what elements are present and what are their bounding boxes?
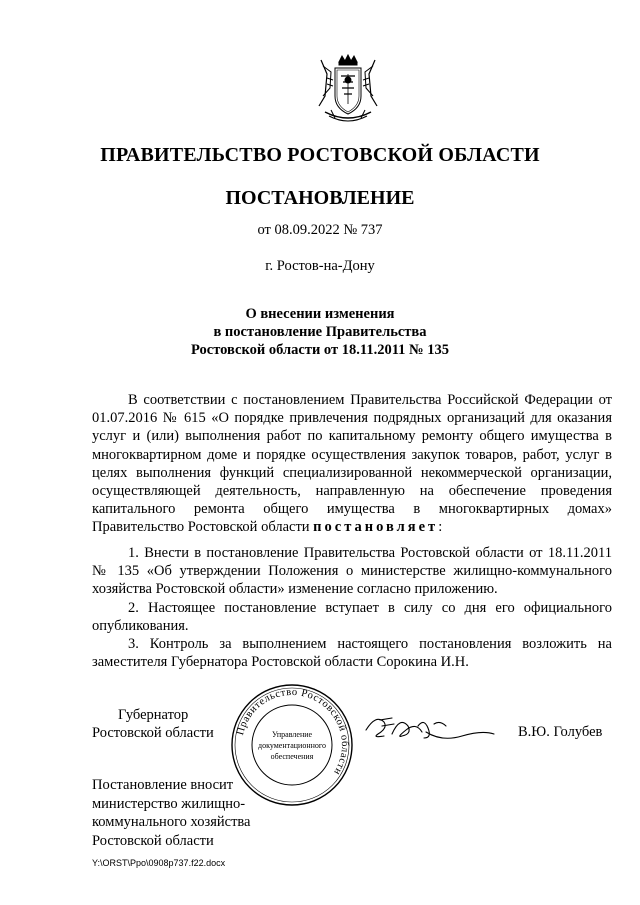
- document-subject: [0, 305, 640, 359]
- stamp-inner-text: документационного: [258, 741, 326, 750]
- decree-item: 3. Контроль за выполнением настоящего постановления возложить на заместителя Губернатора Ростовской области Сорокина И.Н.: [92, 636, 612, 671]
- signer-name: В.Ю. Голубев: [518, 724, 603, 740]
- stamp-inner-text: Управление: [271, 730, 313, 739]
- document-city: г. Ростов-на-Дону: [265, 258, 375, 274]
- preamble-text: В соответствии с постановлением Правительства Российской Федерации от 01.07.2016 № 615 «О порядке привлечения подрядных организаций для оказания услуг и (или) выполнения работ по капитальному ремонту общего имущества в многоквартирном доме и порядке осуществления закупок товаров, работ, услуг в целях выполнения функций специализированной некоммерческой организации, осуществляющей деятельность, направленную на обеспечение проведения капитального ремонта общего имущества в многоквартирных домах» Правительство Ростовской области: [92, 392, 612, 536]
- decree-item: 2. Настоящее постановление вступает в силу со дня его официального опубликования.: [92, 599, 612, 634]
- preamble-decree-word: постановляет: [313, 519, 439, 536]
- rostov-oblast-coat-of-arms-icon: [315, 52, 381, 126]
- stamp-inner-text: обеспечения: [270, 752, 314, 761]
- document-date-number: от 08.09.2022 № 737: [257, 222, 383, 238]
- signer-position-line: Ростовской области: [92, 725, 214, 741]
- submitted-by: [92, 776, 262, 850]
- decree-items: [92, 544, 612, 671]
- preamble-end: :: [438, 519, 443, 536]
- decree-item: 1. Внести в постановление Правительства Ростовской области от 18.11.2011 № 135 «Об утверждении Положения о министерстве жилищно-коммунального хозяйства Ростовской области» изменение согласно приложению.: [92, 545, 612, 598]
- file-path: Y:\ORST\Ppo\0908p737.f22.docx: [92, 858, 226, 868]
- subject-line: в постановление Правительства: [213, 324, 427, 340]
- subject-line: О внесении изменения: [245, 306, 395, 322]
- submitted-by-line: Постановление вносит: [92, 777, 234, 793]
- stamp-outer-text: Правительство Ростовской области: [235, 686, 351, 777]
- signer-position: [92, 706, 232, 742]
- handwritten-signature: [362, 708, 502, 748]
- submitted-by-line: Ростовской области: [92, 832, 214, 849]
- subject-line: Ростовской области от 18.11.2011 № 135: [191, 342, 449, 358]
- submitted-by-line: министерство жилищно-: [92, 795, 246, 812]
- preamble-paragraph: [92, 391, 612, 537]
- submitted-by-line: коммунального хозяйства: [92, 814, 251, 830]
- signer-position-line: Губернатор: [118, 707, 189, 723]
- document-type: ПОСТАНОВЛЕНИЕ: [225, 187, 415, 209]
- government-title: ПРАВИТЕЛЬСТВО РОСТОВСКОЙ ОБЛАСТИ: [100, 144, 540, 166]
